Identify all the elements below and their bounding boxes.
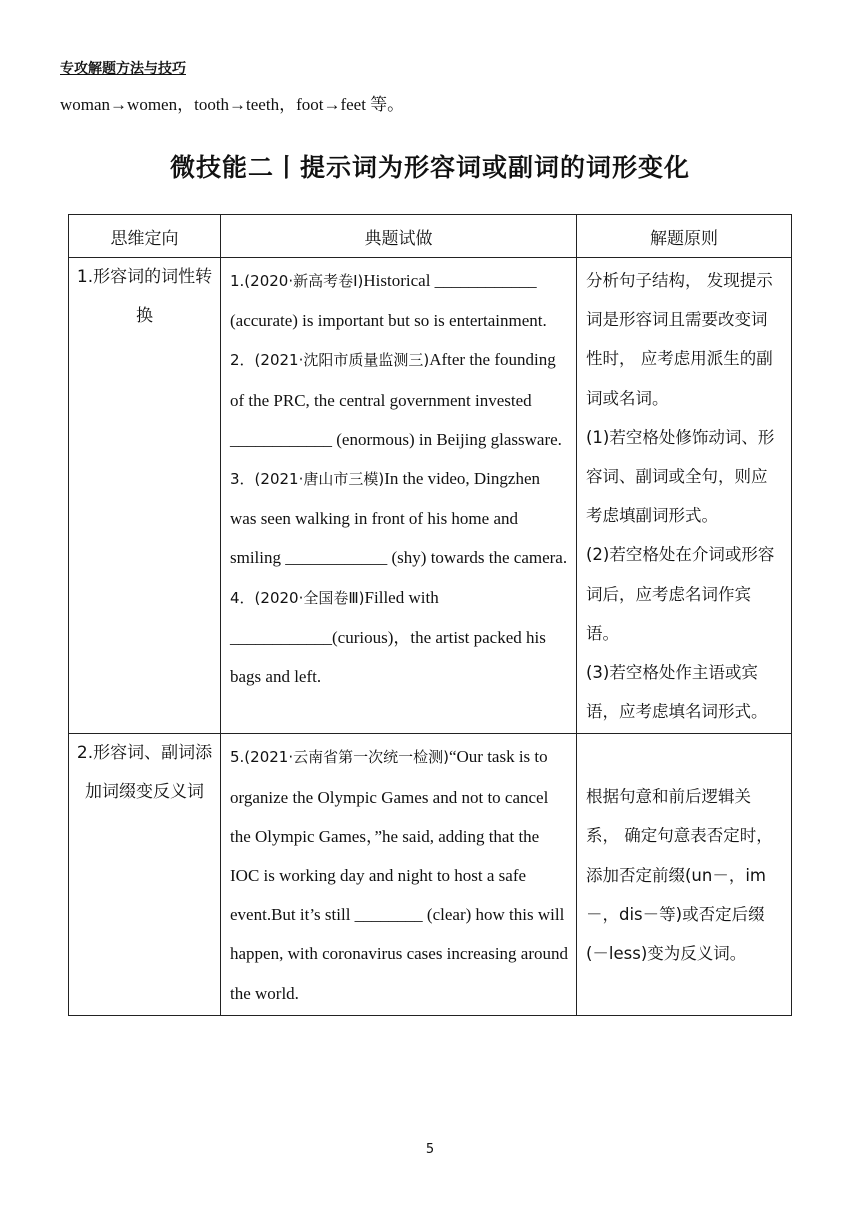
category-cell: 1.形容词的词性转换 <box>69 258 221 734</box>
example-text: Filled with ____________(curious)，the artist packed his bags and left. <box>230 587 546 687</box>
example-text: Historical ____________ (accurate) is important but so is entertainment. <box>230 271 547 331</box>
example-item <box>230 737 568 1012</box>
principle-item: (3)若空格处作主语或宾语，应考虑填名词形式。 <box>586 663 768 722</box>
category-cell: 2.形容词、副词添加词缀变反义词 <box>69 734 221 1015</box>
example-item <box>230 459 568 578</box>
examples-cell <box>221 258 577 734</box>
header-thinking: 思维定向 <box>69 215 221 258</box>
principle-item: (2)若空格处在介词或形容词后，应考虑名词作宾语。 <box>586 545 775 643</box>
examples-cell <box>221 734 577 1015</box>
page-number: 5 <box>425 1142 435 1157</box>
principles-cell <box>577 258 792 734</box>
example-item <box>230 261 568 340</box>
section-title: 微技能二丨提示词为形容词或副词的词形变化 <box>169 153 690 182</box>
example-source: 3．(2021·唐山市三模) <box>230 470 385 489</box>
principle-item: (1)若空格处修饰动词、形容词、副词或全句，则应考虑填副词形式。 <box>586 427 775 526</box>
example-source: 2．(2021·沈阳市质量监测三) <box>230 351 430 370</box>
example-text: In the video, Dingzhen was seen walking in front of his home and smiling ____________ (shy) towards the camera. <box>230 469 568 568</box>
example-item <box>230 578 568 697</box>
header-examples: 典题试做 <box>221 215 577 258</box>
intro-line: woman→women，tooth→teeth，foot→feet 等。 <box>60 95 405 114</box>
example-item <box>230 340 568 459</box>
header-principles: 解题原则 <box>577 215 792 258</box>
example-text: “Our task is to organize the Olympic Games and not to cancel the Olympic Games，”he said, adding that the IOC is working day and night to host a safe event.But it’s still ________ (clear) how this will happen, with coronavirus cases increasing around the world. <box>230 747 568 1003</box>
method-table <box>68 214 792 1016</box>
example-source: 5.(2021·云南省第一次统一检测) <box>230 748 449 767</box>
header-tag: 专攻解题方法与技巧 <box>60 61 186 77</box>
table-row <box>69 734 792 1015</box>
table-header-row <box>69 215 792 258</box>
example-source: 4．(2020·全国卷Ⅲ) <box>230 588 365 607</box>
principle-item: 分析句子结构， 发现提示词是形容词且需要改变词性时， 应考虑用派生的副词或名词。 <box>586 271 773 408</box>
principles-cell <box>577 734 792 1015</box>
table-row <box>69 258 792 734</box>
example-source: 1.(2020·新高考卷Ⅰ) <box>230 272 364 290</box>
principle-item: 根据句意和前后逻辑关系， 确定句意表否定时，添加否定前缀(un－，im－，dis－等)或否定后缀(－less)变为反义词。 <box>586 787 773 963</box>
example-text: After the founding of the PRC, the central government invested ____________ (enormous) in Beijing glassware. <box>230 350 562 449</box>
